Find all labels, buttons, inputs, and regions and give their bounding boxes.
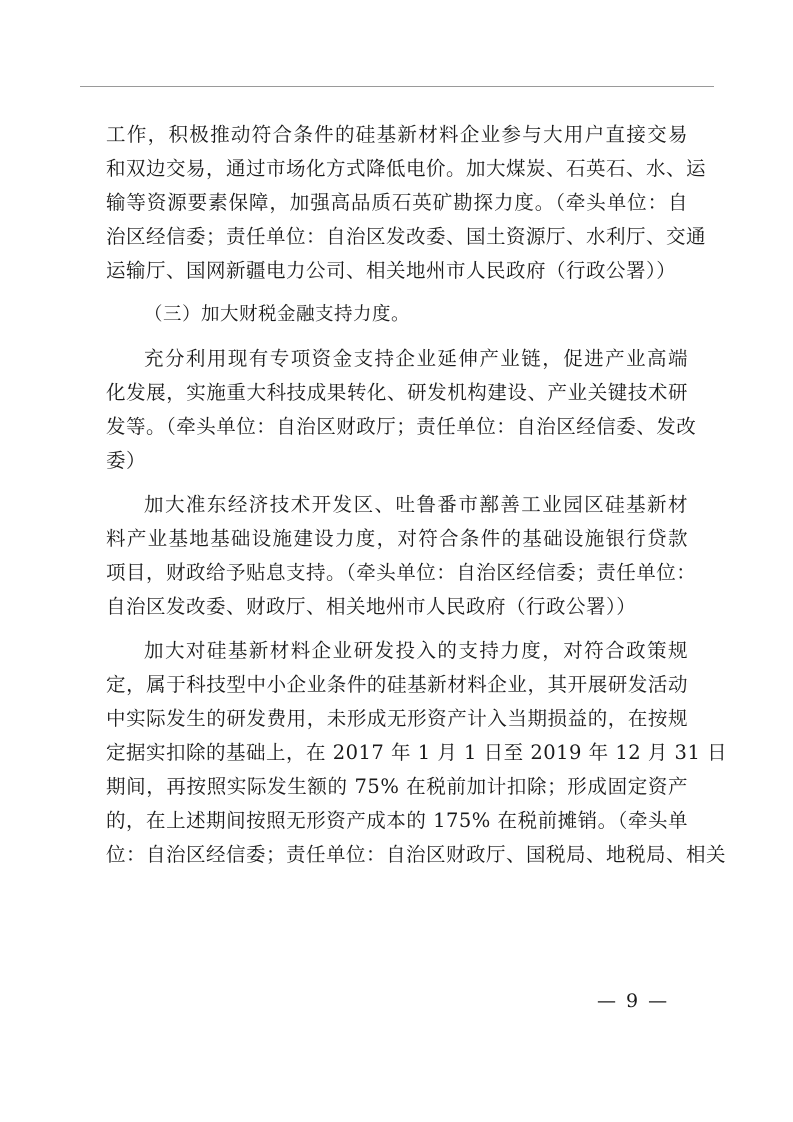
text-line: 运输厅、国网新疆电力公司、相关地州市人民政府（行政公署））	[106, 259, 677, 282]
text-line: 料产业基地基础设施建设力度，对符合条件的基础设施银行贷款	[106, 527, 688, 550]
paragraph-1	[106, 118, 707, 288]
page-number: — 9 —	[597, 990, 670, 1012]
text-line: 的，在上述期间按照无形资产成本的 175% 在税前摊销。（牵头单	[106, 809, 688, 832]
text-line: 位：自治区经信委；责任单位：自治区财政厅、国税局、地税局、相关	[106, 843, 727, 866]
text-line: 充分利用现有专项资金支持企业延伸产业链，促进产业高端	[144, 347, 688, 370]
text-line: 加大准东经济技术开发区、吐鲁番市鄯善工业园区硅基新材	[144, 493, 688, 516]
text-line: 治区经信委；责任单位：自治区发改委、国土资源厅、水利厅、交通	[106, 225, 707, 248]
text-line: 自治区发改委、财政厅、相关地州市人民政府（行政公署））	[106, 595, 637, 618]
text-line: 加大对硅基新材料企业研发投入的支持力度，对符合政策规	[144, 639, 688, 662]
text-line: 期间，再按照实际发生额的 75% 在税前加计扣除；形成固定资产	[106, 775, 688, 798]
text-line: 定，属于科技型中小企业条件的硅基新材料企业，其开展研发活动	[106, 673, 688, 696]
text-line: 委）	[106, 449, 147, 472]
paragraph-4	[106, 634, 728, 872]
paragraph-3	[106, 488, 697, 624]
text-line: 项目，财政给予贴息支持。（牵头单位：自治区经信委；责任单位：	[106, 561, 697, 584]
paragraph-2	[106, 342, 697, 478]
text-line: 化发展，实施重大科技成果转化、研发机构建设、产业关键技术研	[106, 381, 688, 404]
text-line: 发等。（牵头单位：自治区财政厅；责任单位：自治区经信委、发改	[106, 415, 697, 438]
text-line: 工作，积极推动符合条件的硅基新材料企业参与大用户直接交易	[106, 123, 688, 146]
text-line: 和双边交易，通过市场化方式降低电价。加大煤炭、石英石、水、运	[106, 157, 707, 180]
header-rule	[80, 86, 714, 87]
text-line: 中实际发生的研发费用，未形成无形资产计入当期损益的，在按规	[106, 707, 688, 730]
text-line: 定据实扣除的基础上，在 2017 年 1 月 1 日至 2019 年 12 月 31 日	[106, 741, 728, 764]
section-heading: （三）加大财税金融支持力度。	[144, 304, 411, 325]
text-line: 输等资源要素保障，加强高品质石英矿勘探力度。（牵头单位：自	[106, 191, 688, 214]
document-body	[106, 118, 728, 872]
